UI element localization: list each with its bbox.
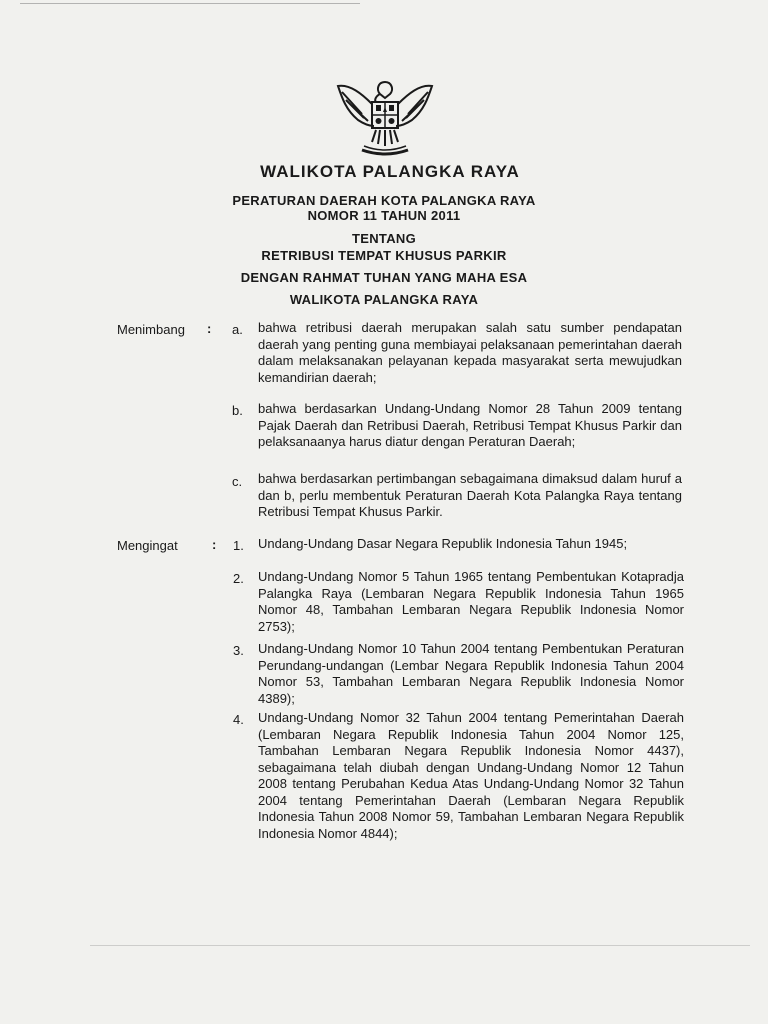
menimbang-item-b-mark: b. — [232, 403, 243, 418]
subject-heading: RETRIBUSI TEMPAT KHUSUS PARKIR — [261, 248, 507, 263]
mengingat-colon: : — [212, 537, 217, 552]
document-title: WALIKOTA PALANGKA RAYA — [260, 162, 520, 181]
menimbang-item-c-mark: c. — [232, 474, 243, 489]
mengingat-item-3-mark: 3. — [233, 643, 244, 658]
mengingat-label: Mengingat — [117, 538, 178, 553]
scan-edge-line — [20, 3, 360, 4]
mengingat-item-4-text: Undang-Undang Nomor 32 Tahun 2004 tentang Pemerintahan Daerah (Lembaran Negara Republik Indonesia Tahun 2004 Nomor 125, Tambahan Lembaran Negara Republik Indonesia Nomor 4437), sebagaimana telah diubah dengan Undang-Undang Nomor 12 Tahun 2008 tentang Perubahan Kedua Atas Undang-Undang Nomor 32 Tahun 2004 tentang Pemerintahan Daerah (Lembaran Negara Republik Indonesia Tahun 2008 Nomor 59, Tambahan Lembaran Negara Republik Indonesia Nomor 4844); — [258, 710, 684, 841]
garuda-emblem — [332, 74, 438, 160]
authority-heading: WALIKOTA PALANGKA RAYA — [289, 292, 479, 307]
mengingat-item-2-text: Undang-Undang Nomor 5 Tahun 1965 tentang Pembentukan Kotapradja Palangka Raya (Lembaran Negara Republik Indonesia Tahun 1965 Nomor 48, Tambahan Lembaran Negara Republik Indonesia Nomor 2753); — [258, 569, 684, 634]
menimbang-item-a-text: bahwa retribusi daerah merupakan salah satu sumber pendapatan daerah yang penting guna membiayai pelaksanaan pemerintahan daerah dalam melaksanakan pelayanan kepada masyarakat serta mewujudkan kemandirian daerah; — [258, 320, 682, 385]
menimbang-item-b-text: bahwa berdasarkan Undang-Undang Nomor 28 Tahun 2009 tentang Pajak Daerah dan Retribusi Daerah, Retribusi Tempat Khusus Parkir dan pelaksanaanya harus diatur dengan Peraturan Daerah; — [258, 401, 682, 449]
blessing-heading: DENGAN RAHMAT TUHAN YANG MAHA ESA — [240, 270, 528, 285]
mengingat-item-2-mark: 2. — [233, 571, 244, 586]
menimbang-item-c-text: bahwa berdasarkan pertimbangan sebagaimana dimaksud dalam huruf a dan b, perlu membentuk Peraturan Daerah Kota Palangka Raya tentang Retribusi Tempat Khusus Parkir. — [258, 471, 682, 519]
menimbang-item-a-mark: a. — [232, 322, 243, 337]
about-heading: TENTANG — [352, 231, 416, 246]
scan-footer-line — [90, 945, 750, 946]
regulation-number: NOMOR 11 TAHUN 2011 — [307, 208, 461, 223]
mengingat-item-3-text: Undang-Undang Nomor 10 Tahun 2004 tentang Pembentukan Peraturan Perundang-undangan (Lembar Negara Republik Indonesia Tahun 2004 Nomor 53, Tambahan Lembaran Negara Republik Indonesia Nomor 4389); — [258, 641, 684, 706]
menimbang-colon: : — [207, 321, 212, 336]
mengingat-item-4-mark: 4. — [233, 712, 244, 727]
mengingat-item-1-mark: 1. — [233, 538, 244, 553]
regulation-heading: PERATURAN DAERAH KOTA PALANGKA RAYA — [232, 193, 536, 208]
menimbang-label: Menimbang — [117, 322, 185, 337]
mengingat-item-1-text: Undang-Undang Dasar Negara Republik Indonesia Tahun 1945; — [258, 536, 628, 551]
